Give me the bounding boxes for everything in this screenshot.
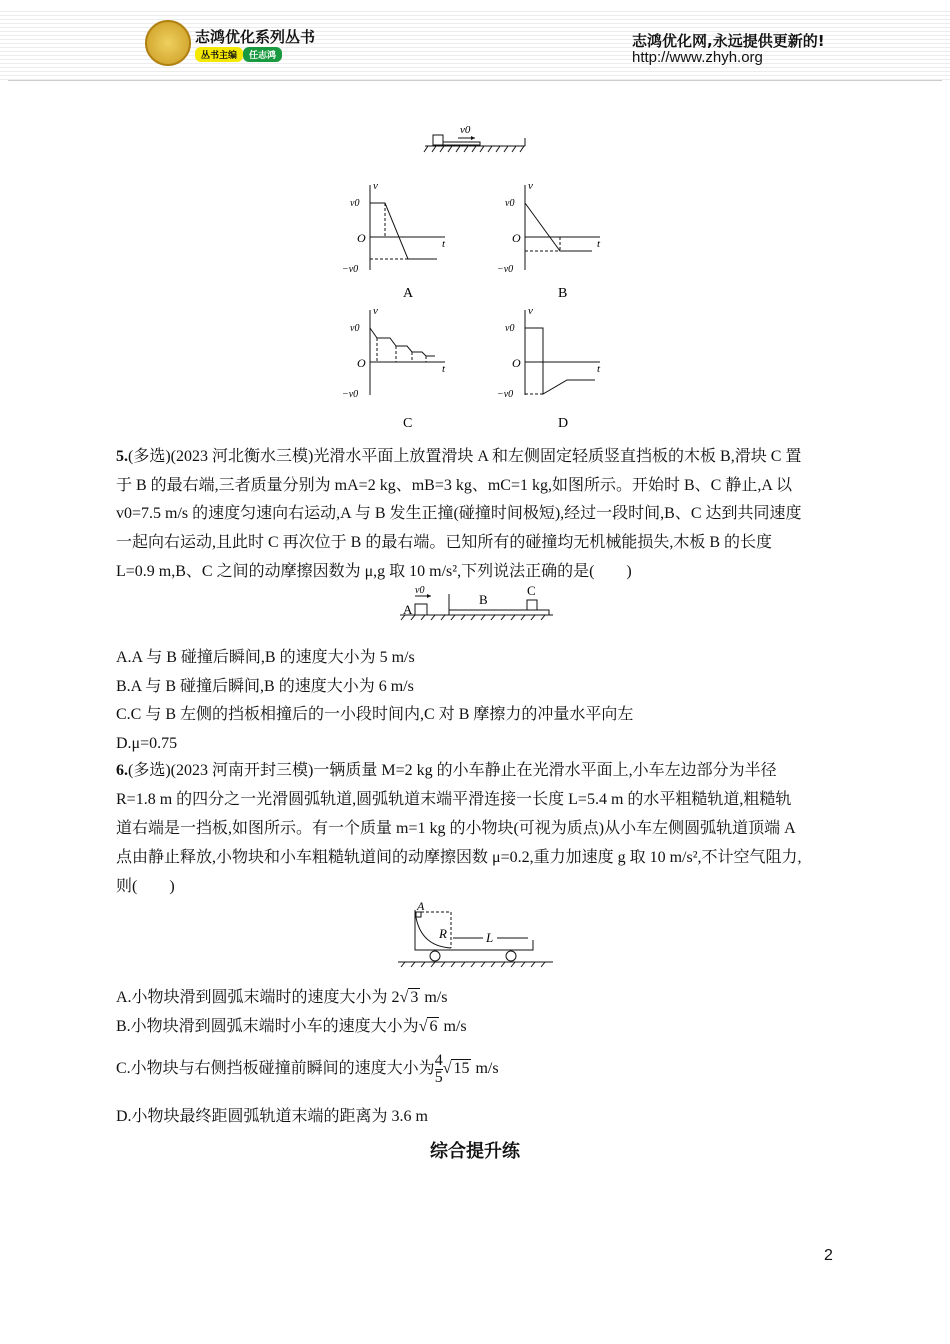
q6-line-3: 道右端是一挡板,如图所示。有一个质量 m=1 kg 的小物块(可视为质点)从小车左侧圆弧轨道顶端 A — [116, 820, 796, 837]
numerator: 4 — [434, 1051, 443, 1069]
sqrt-icon: √ — [418, 1018, 428, 1035]
series-title: 志鸿优化系列丛书 — [195, 28, 316, 46]
label-c: C — [527, 583, 536, 598]
q5-text: 光滑水平面上放置滑块 A 和左侧固定轻质竖直挡板的木板 B,滑块 C 置 — [313, 448, 802, 465]
q6-line-4: 点由静止释放,小物块和小车粗糙轨道间的动摩擦因数 μ=0.2,重力加速度 g 取 10 m/s²,不计空气阻力, — [116, 849, 802, 866]
q5-line-1 — [116, 447, 801, 467]
q6-option-b[interactable] — [116, 1017, 467, 1037]
block-figure — [420, 120, 530, 160]
header-divider — [8, 80, 942, 81]
neg-v0-tick: −v0 — [497, 389, 514, 400]
q6-number: 6. — [116, 762, 128, 779]
q5-option-a[interactable]: A.A 与 B 碰撞后瞬间,B 的速度大小为 5 m/s — [116, 649, 415, 666]
v0-label: v0 — [415, 585, 425, 596]
sqrt-icon: √ — [399, 989, 409, 1006]
neg-v0-tick: −v0 — [497, 264, 514, 275]
label-b: B — [479, 592, 488, 607]
q5-tag: (多选) — [128, 448, 171, 465]
v0-tick: v0 — [350, 323, 360, 334]
axis-v: v — [373, 180, 378, 192]
q6-line-1 — [116, 761, 777, 781]
graph-label: D — [558, 416, 569, 431]
q6-line-2: R=1.8 m 的四分之一光滑圆弧轨道,圆弧轨道末端平滑连接一长度 L=5.4 m 的水平粗糙轨道,粗糙轨 — [116, 791, 792, 808]
slogan: 志鸿优化网,永远提供更新的! — [632, 32, 825, 50]
unit: m/s — [471, 1060, 499, 1077]
v0-tick: v0 — [350, 198, 360, 209]
origin: O — [512, 356, 521, 370]
q5-line-4: 一起向右运动,且此时 C 再次位于 B 的最右端。已知所有的碰撞均无机械能损失,木板 B 的长度 — [116, 534, 773, 551]
label-a: A — [417, 899, 425, 913]
option-text: A.小物块滑到圆弧末端时的速度大小为 2 — [116, 989, 400, 1006]
axis-v: v — [528, 305, 533, 317]
graph-label: C — [403, 416, 413, 431]
q5-line-3: v0=7.5 m/s 的速度匀速向右运动,A 与 B 发生正撞(碰撞时间极短),经过一段时间,B、C 达到共同速度 — [116, 505, 802, 522]
q5-number: 5. — [116, 448, 128, 465]
v0-tick: v0 — [505, 323, 515, 334]
v0-tick: v0 — [505, 198, 515, 209]
radicand: 6 — [429, 1018, 438, 1035]
q5-source: (2023 河北衡水三模) — [170, 448, 314, 465]
option-text: B.小物块滑到圆弧末端时小车的速度大小为 — [116, 1018, 419, 1035]
axis-t: t — [597, 363, 601, 375]
option-text: C.小物块与右侧挡板碰撞前瞬间的速度大小为 — [116, 1060, 435, 1077]
unit: m/s — [420, 989, 448, 1006]
editor-label: 丛书主编 — [195, 47, 243, 62]
q5-option-c[interactable]: C.C 与 B 左侧的挡板相撞后的一小段时间内,C 对 B 摩擦力的冲量水平向左 — [116, 706, 634, 723]
vt-graphs — [340, 175, 630, 435]
axis-t: t — [442, 238, 446, 250]
q6-figure — [393, 898, 558, 968]
graph-b — [497, 180, 601, 301]
axis-v: v — [528, 180, 533, 192]
section-title: 综合提升练 — [430, 1141, 520, 1162]
q5-line-5: L=0.9 m,B、C 之间的动摩擦因数为 μ,g 取 10 m/s²,下列说法正确的是( ) — [116, 563, 632, 580]
denominator: 5 — [434, 1068, 443, 1086]
v0-label: v0 — [460, 124, 471, 136]
neg-v0-tick: −v0 — [342, 389, 359, 400]
graph-label: B — [558, 286, 568, 301]
q5-line-2: 于 B 的最右端,三者质量分别为 mA=2 kg、mB=3 kg、mC=1 kg,如图所示。开始时 B、C 静止,A 以 — [116, 477, 792, 494]
q6-line-5: 则( ) — [116, 878, 175, 895]
axis-t: t — [442, 363, 446, 375]
editor-badge — [195, 47, 282, 62]
graph-c — [342, 305, 446, 431]
graph-a — [342, 180, 446, 301]
q6-option-c[interactable] — [116, 1052, 499, 1086]
label-a: A — [403, 602, 413, 617]
q5-option-d[interactable]: D.μ=0.75 — [116, 735, 178, 752]
label-l: L — [486, 930, 494, 945]
q6-text: 一辆质量 M=2 kg 的小车静止在光滑水平面上,小车左边部分为半径 — [313, 762, 777, 779]
fraction — [435, 1053, 443, 1086]
graph-label: A — [403, 286, 414, 301]
radicand: 3 — [410, 989, 419, 1006]
q6-source: (2023 河南开封三模) — [170, 762, 314, 779]
axis-v: v — [373, 305, 378, 317]
graph-d — [497, 305, 601, 431]
sqrt-icon: √ — [442, 1060, 452, 1077]
q5-figure — [395, 582, 555, 622]
site-url[interactable]: http://www.zhyh.org — [632, 49, 763, 66]
axis-t: t — [597, 238, 601, 250]
origin: O — [357, 356, 366, 370]
unit: m/s — [439, 1018, 467, 1035]
q6-tag: (多选) — [128, 762, 171, 779]
q5-option-b[interactable]: B.A 与 B 碰撞后瞬间,B 的速度大小为 6 m/s — [116, 678, 414, 695]
q6-option-d[interactable]: D.小物块最终距圆弧轨道末端的距离为 3.6 m — [116, 1108, 429, 1125]
page-number: 2 — [824, 1247, 833, 1264]
origin: O — [512, 231, 521, 245]
q6-option-a[interactable] — [116, 988, 447, 1008]
label-r: R — [439, 926, 447, 941]
editor-name: 任志鸿 — [243, 47, 282, 62]
neg-v0-tick: −v0 — [342, 264, 359, 275]
radicand: 15 — [453, 1060, 470, 1077]
origin: O — [357, 231, 366, 245]
logo-seal-icon — [145, 20, 191, 66]
